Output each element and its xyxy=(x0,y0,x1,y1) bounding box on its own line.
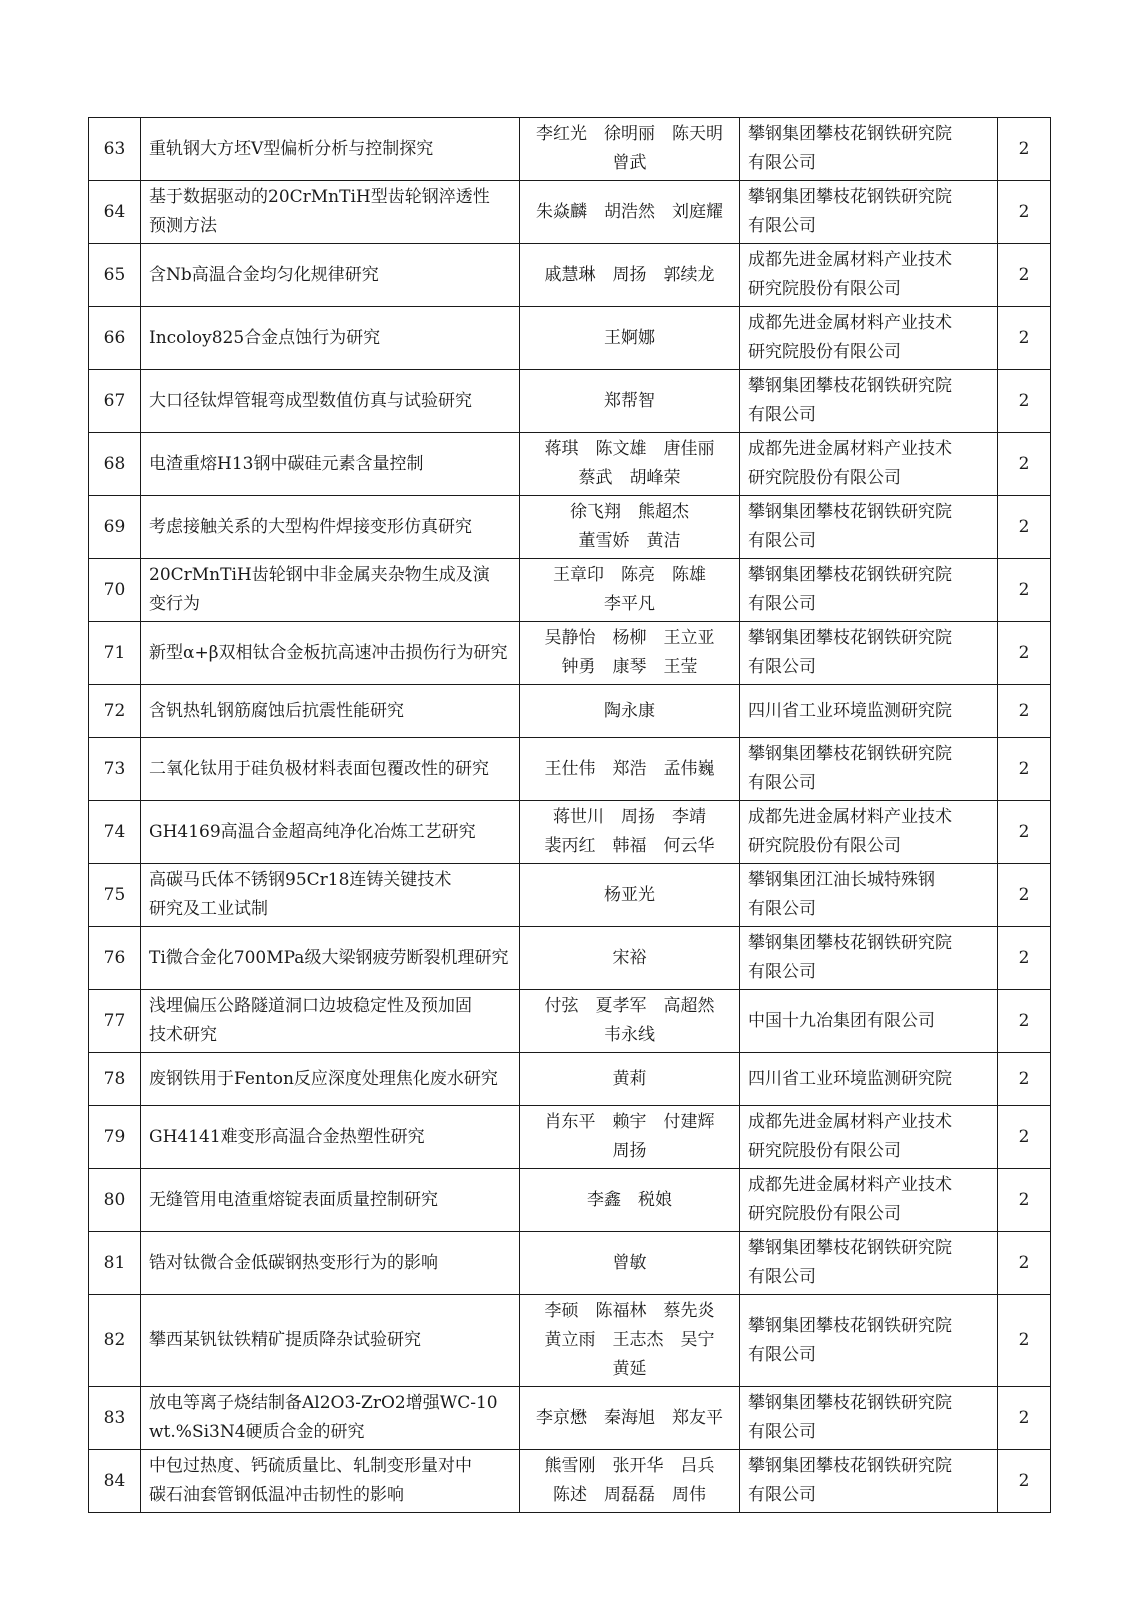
authors-line: 蔡武 胡峰荣 xyxy=(578,468,681,488)
organization-cell xyxy=(740,370,998,433)
project-title-line: 二氧化钛用于硅负极材料表面包覆改性的研究 xyxy=(149,758,489,779)
authors-cell xyxy=(520,801,740,864)
table-row xyxy=(89,370,1051,433)
organization-cell xyxy=(740,801,998,864)
organization-line: 有限公司 xyxy=(748,1485,816,1505)
project-title-cell xyxy=(141,801,520,864)
score-cell: 2 xyxy=(998,738,1051,801)
authors-line: 付弦 夏孝军 高超然 xyxy=(544,996,715,1016)
project-title-line: 大口径钛焊管辊弯成型数值仿真与试验研究 xyxy=(149,390,472,411)
table-row xyxy=(89,307,1051,370)
authors-line: 裴丙红 韩福 何云华 xyxy=(544,836,715,856)
authors-cell xyxy=(520,244,740,307)
authors-line: 李鑫 税娘 xyxy=(587,1189,672,1210)
authors-line: 徐飞翔 熊超杰 xyxy=(570,502,689,522)
authors-cell xyxy=(520,181,740,244)
organization-line: 成都先进金属材料产业技术 xyxy=(748,1112,952,1132)
authors-line: 蒋世川 周扬 李靖 xyxy=(553,807,706,827)
score-cell: 2 xyxy=(998,1106,1051,1169)
row-number: 75 xyxy=(89,864,141,927)
organization-line: 研究院股份有限公司 xyxy=(748,1204,901,1224)
authors-line: 李平凡 xyxy=(604,594,655,614)
project-title-line: Incoloy825合金点蚀行为研究 xyxy=(149,327,381,348)
organization-line: 攀钢集团攀枝花钢铁研究院 xyxy=(748,187,952,207)
table-row xyxy=(89,559,1051,622)
organization-cell xyxy=(740,1387,998,1450)
project-title-line: 技术研究 xyxy=(149,1025,217,1045)
organization-line: 有限公司 xyxy=(748,1344,816,1365)
organization-cell xyxy=(740,622,998,685)
authors-cell xyxy=(520,433,740,496)
row-number: 76 xyxy=(89,927,141,990)
project-title-line: 含钒热轧钢筋腐蚀后抗震性能研究 xyxy=(149,700,404,721)
row-number: 74 xyxy=(89,801,141,864)
organization-line: 成都先进金属材料产业技术 xyxy=(748,313,952,333)
table-row xyxy=(89,433,1051,496)
score-cell: 2 xyxy=(998,1169,1051,1232)
table-row xyxy=(89,622,1051,685)
authors-line: 黄延 xyxy=(612,1359,647,1379)
project-title-cell xyxy=(141,1106,520,1169)
row-number: 67 xyxy=(89,370,141,433)
organization-line: 成都先进金属材料产业技术 xyxy=(748,807,952,827)
authors-line: 王章印 陈亮 陈雄 xyxy=(553,565,706,585)
project-title-line: 研究及工业试制 xyxy=(149,899,268,919)
score-cell: 2 xyxy=(998,559,1051,622)
row-number: 66 xyxy=(89,307,141,370)
project-title-line: 变行为 xyxy=(149,594,200,614)
project-title-cell xyxy=(141,622,520,685)
authors-line: 黄立雨 王志杰 吴宁 xyxy=(544,1330,715,1350)
project-title-line: 高碳马氏体不锈钢95Cr18连铸关键技术 xyxy=(149,870,452,890)
organization-line: 攀钢集团攀枝花钢铁研究院 xyxy=(748,124,952,144)
authors-line: 吴静怡 杨柳 王立亚 xyxy=(544,628,715,648)
organization-line: 四川省工业环境监测研究院 xyxy=(748,1068,952,1089)
organization-line: 成都先进金属材料产业技术 xyxy=(748,439,952,459)
authors-cell xyxy=(520,738,740,801)
score-cell: 2 xyxy=(998,1387,1051,1450)
score-cell: 2 xyxy=(998,1450,1051,1513)
row-number: 63 xyxy=(89,118,141,181)
organization-line: 研究院股份有限公司 xyxy=(748,468,901,488)
organization-line: 攀钢集团攀枝花钢铁研究院 xyxy=(748,1315,952,1336)
project-title-cell xyxy=(141,244,520,307)
organization-line: 有限公司 xyxy=(748,657,816,677)
organization-cell xyxy=(740,927,998,990)
table-row xyxy=(89,738,1051,801)
organization-cell xyxy=(740,244,998,307)
authors-line: 杨亚光 xyxy=(604,884,655,905)
authors-line: 宋裕 xyxy=(612,947,647,968)
table-body xyxy=(89,118,1051,1513)
authors-cell xyxy=(520,118,740,181)
authors-line: 熊雪刚 张开华 吕兵 xyxy=(544,1456,715,1476)
organization-line: 有限公司 xyxy=(748,773,816,793)
organization-line: 攀钢集团攀枝花钢铁研究院 xyxy=(748,376,952,396)
authors-line: 韦永线 xyxy=(604,1025,655,1045)
authors-cell xyxy=(520,1106,740,1169)
row-number: 79 xyxy=(89,1106,141,1169)
organization-cell xyxy=(740,738,998,801)
authors-line: 朱焱麟 胡浩然 刘庭耀 xyxy=(536,201,723,222)
project-title-cell xyxy=(141,307,520,370)
authors-line: 陶永康 xyxy=(604,700,655,721)
project-title-cell xyxy=(141,370,520,433)
authors-line: 肖东平 赖宇 付建辉 xyxy=(544,1112,715,1132)
project-title-line: Ti微合金化700MPa级大梁钢疲劳断裂机理研究 xyxy=(149,947,509,968)
score-cell: 2 xyxy=(998,370,1051,433)
table-row xyxy=(89,1106,1051,1169)
score-cell: 2 xyxy=(998,685,1051,738)
authors-cell xyxy=(520,1169,740,1232)
organization-line: 中国十九冶集团有限公司 xyxy=(748,1010,935,1031)
authors-line: 戚慧琳 周扬 郭续龙 xyxy=(544,264,715,285)
project-title-line: 重轨钢大方坯V型偏析分析与控制探究 xyxy=(149,138,434,159)
organization-line: 攀钢集团攀枝花钢铁研究院 xyxy=(748,565,952,585)
organization-cell xyxy=(740,181,998,244)
score-cell: 2 xyxy=(998,990,1051,1053)
organization-line: 成都先进金属材料产业技术 xyxy=(748,250,952,270)
project-title-line: 20CrMnTiH齿轮钢中非金属夹杂物生成及演 xyxy=(149,565,490,585)
organization-line: 攀钢集团攀枝花钢铁研究院 xyxy=(748,628,952,648)
project-title-line: 浅埋偏压公路隧道洞口边坡稳定性及预加固 xyxy=(149,996,472,1016)
project-title-line: 新型α+β双相钛合金板抗高速冲击损伤行为研究 xyxy=(149,642,508,663)
table-row xyxy=(89,1295,1051,1387)
project-title-cell xyxy=(141,1053,520,1106)
authors-line: 王仕伟 郑浩 孟伟巍 xyxy=(544,758,715,779)
score-cell: 2 xyxy=(998,864,1051,927)
row-number: 65 xyxy=(89,244,141,307)
score-cell: 2 xyxy=(998,433,1051,496)
authors-cell xyxy=(520,990,740,1053)
table-row xyxy=(89,244,1051,307)
authors-cell xyxy=(520,1053,740,1106)
organization-cell xyxy=(740,1169,998,1232)
row-number: 72 xyxy=(89,685,141,738)
organization-line: 研究院股份有限公司 xyxy=(748,279,901,299)
organization-line: 攀钢集团攀枝花钢铁研究院 xyxy=(748,933,952,953)
row-number: 73 xyxy=(89,738,141,801)
authors-line: 李硕 陈福林 蔡先炎 xyxy=(544,1301,715,1321)
organization-cell xyxy=(740,864,998,927)
organization-cell xyxy=(740,307,998,370)
organization-line: 成都先进金属材料产业技术 xyxy=(748,1175,952,1195)
row-number: 68 xyxy=(89,433,141,496)
table-row xyxy=(89,685,1051,738)
row-number: 80 xyxy=(89,1169,141,1232)
authors-line: 钟勇 康琴 王莹 xyxy=(561,657,698,677)
project-title-line: GH4169高温合金超高纯净化冶炼工艺研究 xyxy=(149,821,476,842)
authors-cell xyxy=(520,864,740,927)
organization-cell xyxy=(740,1295,998,1387)
organization-cell xyxy=(740,118,998,181)
authors-line: 蒋琪 陈文雄 唐佳丽 xyxy=(544,439,715,459)
score-cell: 2 xyxy=(998,801,1051,864)
table-row xyxy=(89,1387,1051,1450)
project-title-line: 中包过热度、钙硫质量比、轧制变形量对中 xyxy=(149,1456,472,1476)
project-title-line: 攀西某钒钛铁精矿提质降杂试验研究 xyxy=(149,1330,421,1350)
authors-line: 王婀娜 xyxy=(604,327,655,348)
organization-cell xyxy=(740,1053,998,1106)
project-title-cell xyxy=(141,181,520,244)
authors-line: 黄莉 xyxy=(612,1068,647,1089)
row-number: 84 xyxy=(89,1450,141,1513)
organization-line: 有限公司 xyxy=(748,594,816,614)
authors-line: 董雪娇 黄洁 xyxy=(578,531,681,551)
project-title-cell xyxy=(141,1387,520,1450)
table-row xyxy=(89,1232,1051,1295)
organization-line: 攀钢集团攀枝花钢铁研究院 xyxy=(748,744,952,764)
authors-cell xyxy=(520,496,740,559)
organization-cell xyxy=(740,1450,998,1513)
row-number: 78 xyxy=(89,1053,141,1106)
project-title-line: 放电等离子烧结制备Al2O3-ZrO2增强WC-10 xyxy=(149,1393,498,1413)
project-title-cell xyxy=(141,1295,520,1387)
authors-line: 陈述 周磊磊 周伟 xyxy=(553,1485,706,1505)
authors-cell xyxy=(520,1232,740,1295)
organization-line: 有限公司 xyxy=(748,1422,816,1442)
project-title-line: 无缝管用电渣重熔锭表面质量控制研究 xyxy=(149,1189,438,1210)
authors-line: 李京懋 秦海旭 郑友平 xyxy=(536,1407,723,1428)
organization-line: 攀钢集团攀枝花钢铁研究院 xyxy=(748,1238,952,1258)
authors-cell xyxy=(520,1295,740,1387)
authors-cell xyxy=(520,307,740,370)
authors-line: 郑帮智 xyxy=(604,390,655,411)
table-row xyxy=(89,864,1051,927)
score-cell: 2 xyxy=(998,496,1051,559)
organization-line: 研究院股份有限公司 xyxy=(748,1141,901,1161)
organization-line: 有限公司 xyxy=(748,899,816,919)
organization-cell xyxy=(740,433,998,496)
table-row xyxy=(89,118,1051,181)
score-cell: 2 xyxy=(998,622,1051,685)
project-title-cell xyxy=(141,685,520,738)
table-row xyxy=(89,927,1051,990)
project-title-cell xyxy=(141,738,520,801)
project-title-cell xyxy=(141,118,520,181)
authors-cell xyxy=(520,927,740,990)
row-number: 71 xyxy=(89,622,141,685)
authors-cell xyxy=(520,370,740,433)
project-title-cell xyxy=(141,1169,520,1232)
authors-cell xyxy=(520,1387,740,1450)
organization-line: 攀钢集团江油长城特殊钢 xyxy=(748,870,935,890)
authors-cell xyxy=(520,1450,740,1513)
row-number: 70 xyxy=(89,559,141,622)
award-list-table xyxy=(88,117,1051,1513)
table-row xyxy=(89,1169,1051,1232)
row-number: 83 xyxy=(89,1387,141,1450)
table-row xyxy=(89,181,1051,244)
score-cell: 2 xyxy=(998,244,1051,307)
row-number: 81 xyxy=(89,1232,141,1295)
project-title-line: 含Nb高温合金均匀化规律研究 xyxy=(149,264,379,285)
organization-line: 四川省工业环境监测研究院 xyxy=(748,700,952,721)
project-title-cell xyxy=(141,990,520,1053)
project-title-line: wt.%Si3N4硬质合金的研究 xyxy=(149,1422,365,1442)
organization-line: 攀钢集团攀枝花钢铁研究院 xyxy=(748,502,952,522)
organization-line: 研究院股份有限公司 xyxy=(748,342,901,362)
table-row xyxy=(89,496,1051,559)
project-title-cell xyxy=(141,559,520,622)
project-title-cell xyxy=(141,496,520,559)
organization-cell xyxy=(740,1232,998,1295)
project-title-cell xyxy=(141,433,520,496)
project-title-line: 锆对钛微合金低碳钢热变形行为的影响 xyxy=(149,1252,438,1273)
organization-cell xyxy=(740,990,998,1053)
authors-cell xyxy=(520,622,740,685)
table-row xyxy=(89,801,1051,864)
authors-line: 曾敏 xyxy=(612,1252,647,1273)
table-row xyxy=(89,1053,1051,1106)
project-title-line: 废钢铁用于Fenton反应深度处理焦化废水研究 xyxy=(149,1068,498,1089)
organization-line: 有限公司 xyxy=(748,405,816,425)
row-number: 82 xyxy=(89,1295,141,1387)
project-title-cell xyxy=(141,864,520,927)
organization-line: 有限公司 xyxy=(748,153,816,173)
row-number: 64 xyxy=(89,181,141,244)
table-row xyxy=(89,1450,1051,1513)
score-cell: 2 xyxy=(998,1232,1051,1295)
row-number: 77 xyxy=(89,990,141,1053)
organization-line: 研究院股份有限公司 xyxy=(748,836,901,856)
row-number: 69 xyxy=(89,496,141,559)
organization-line: 有限公司 xyxy=(748,962,816,982)
project-title-line: 碳石油套管钢低温冲击韧性的影响 xyxy=(149,1485,404,1505)
project-title-line: GH4141难变形高温合金热塑性研究 xyxy=(149,1126,425,1147)
authors-line: 曾武 xyxy=(612,153,647,173)
score-cell: 2 xyxy=(998,118,1051,181)
project-title-line: 基于数据驱动的20CrMnTiH型齿轮钢淬透性 xyxy=(149,187,490,207)
organization-cell xyxy=(740,1106,998,1169)
organization-line: 有限公司 xyxy=(748,216,816,236)
organization-line: 有限公司 xyxy=(748,531,816,551)
project-title-line: 预测方法 xyxy=(149,216,217,236)
score-cell: 2 xyxy=(998,1295,1051,1387)
authors-cell xyxy=(520,559,740,622)
score-cell: 2 xyxy=(998,307,1051,370)
organization-line: 有限公司 xyxy=(748,1267,816,1287)
score-cell: 2 xyxy=(998,927,1051,990)
project-title-cell xyxy=(141,1232,520,1295)
organization-line: 攀钢集团攀枝花钢铁研究院 xyxy=(748,1456,952,1476)
score-cell: 2 xyxy=(998,1053,1051,1106)
authors-line: 李红光 徐明丽 陈天明 xyxy=(536,124,723,144)
project-title-line: 电渣重熔H13钢中碳硅元素含量控制 xyxy=(149,453,424,474)
project-title-line: 考虑接触关系的大型构件焊接变形仿真研究 xyxy=(149,516,472,537)
project-title-cell xyxy=(141,1450,520,1513)
authors-cell xyxy=(520,685,740,738)
organization-cell xyxy=(740,559,998,622)
authors-line: 周扬 xyxy=(612,1141,647,1161)
score-cell: 2 xyxy=(998,181,1051,244)
table-row xyxy=(89,990,1051,1053)
organization-cell xyxy=(740,685,998,738)
organization-cell xyxy=(740,496,998,559)
organization-line: 攀钢集团攀枝花钢铁研究院 xyxy=(748,1393,952,1413)
project-title-cell xyxy=(141,927,520,990)
